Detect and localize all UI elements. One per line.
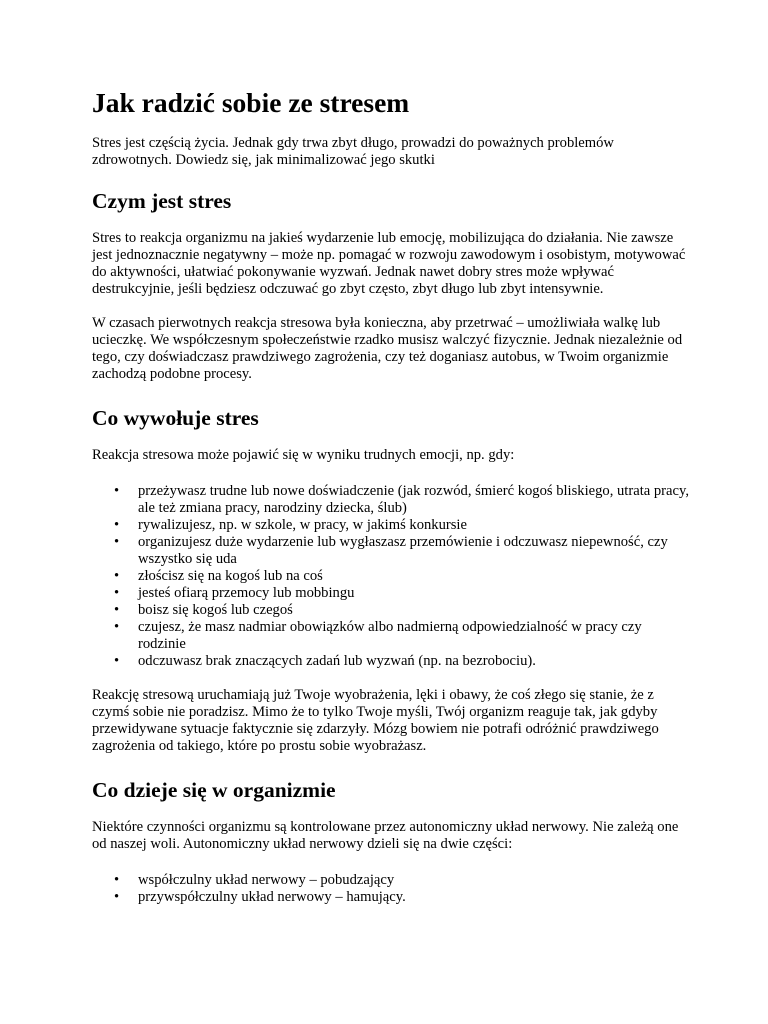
bullet-icon: • (114, 585, 120, 601)
list-item: • jesteś ofiarą przemocy lub mobbingu (114, 585, 355, 601)
section-1-paragraph-1: Stres to reakcja organizmu na jakieś wydarzenie lub emocję, mobilizująca do działania. Nie zawsze jest jednoznacznie negatywny – może np. pomagać w rozwoju zawodowym i osobistym, motywować do aktywności, ułatwiać pokonywanie wyzwań. Jednak nawet dobry stres może wpływać destrukcyjnie, jeśli będziesz odczuwać go zbyt często, zbyt długo lub zbyt intensywnie. (92, 230, 686, 297)
bullet-icon: • (114, 889, 120, 905)
list-item: • odczuwasz brak znaczących zadań lub wyzwań (np. na bezrobociu). (114, 653, 536, 669)
list-item: • przeżywasz trudne lub nowe doświadczenie (jak rozwód, śmierć kogoś bliskiego, utrata pracy, ale też zmiana pracy, narodziny dziecka, ślub) (114, 483, 689, 516)
document-page (92, 83, 692, 923)
bullet-icon: • (114, 602, 120, 618)
list-item: • rywalizujesz, np. w szkole, w pracy, w jakimś konkursie (114, 517, 467, 533)
section-heading-co-wywoluje-stres: Co wywołuje stres (92, 406, 259, 430)
section-1-paragraph-2: W czasach pierwotnych reakcja stresowa była konieczna, aby przetrwać – umożliwiała walkę lub ucieczkę. We współczesnym społeczeństwie rzadko musisz walczyć fizycznie. Jednak niezależnie od tego, czy doświadczasz prawdziwego zagrożenia, czy też doganiasz autobus, w Twoim organizmie zachodzą podobne procesy. (92, 315, 683, 382)
section-heading-czym-jest-stres: Czym jest stres (92, 189, 232, 213)
list-item: • złościsz się na kogoś lub na coś (114, 568, 323, 584)
bullet-icon: • (114, 619, 120, 635)
section-2-lead: Reakcja stresowa może pojawić się w wyniku trudnych emocji, np. gdy: (92, 447, 515, 463)
list-item: • boisz się kogoś lub czegoś (114, 602, 293, 618)
nervous-system-list (92, 872, 692, 906)
bullet-icon: • (114, 568, 120, 584)
list-item: • czujesz, że masz nadmiar obowiązków albo nadmierną odpowiedzialność w pracy czy rodzinie (114, 619, 642, 652)
bullet-icon: • (114, 534, 120, 550)
section-heading-co-dzieje-sie: Co dzieje się w organizmie (92, 778, 336, 802)
section-2-after-paragraph: Reakcję stresową uruchamiają już Twoje wyobrażenia, lęki i obawy, że coś złego się stanie, że z czymś sobie nie poradzisz. Mimo że to tylko Twoje myśli, Twój organizm reaguje tak, jak gdyby przewidywane sytuacje faktycznie się zdarzyły. Mózg bowiem nie potrafi odróżnić prawdziwego zagrożenia od takiego, które po prostu sobie wyobrażasz. (92, 687, 659, 754)
document-title: Jak radzić sobie ze stresem (92, 87, 410, 118)
bullet-icon: • (114, 517, 120, 533)
section-3-lead: Niektóre czynności organizmu są kontrolowane przez autonomiczny układ nerwowy. Nie zależą one od naszej woli. Autonomiczny układ nerwowy dzieli się na dwie części: (92, 819, 679, 852)
list-item: • przywspółczulny układ nerwowy – hamujący. (114, 889, 406, 905)
list-item: • organizujesz duże wydarzenie lub wygłaszasz przemówienie i odczuwasz niepewność, czy wszystko się uda (114, 534, 668, 567)
bullet-icon: • (114, 872, 120, 888)
bullet-icon: • (114, 483, 120, 499)
list-item: • współczulny układ nerwowy – pobudzający (114, 872, 395, 888)
intro-paragraph: Stres jest częścią życia. Jednak gdy trwa zbyt długo, prowadzi do poważnych problemów zdrowotnych. Dowiedz się, jak minimalizować jego skutki (92, 135, 614, 168)
bullet-icon: • (114, 653, 120, 669)
stress-causes-list (92, 483, 692, 670)
